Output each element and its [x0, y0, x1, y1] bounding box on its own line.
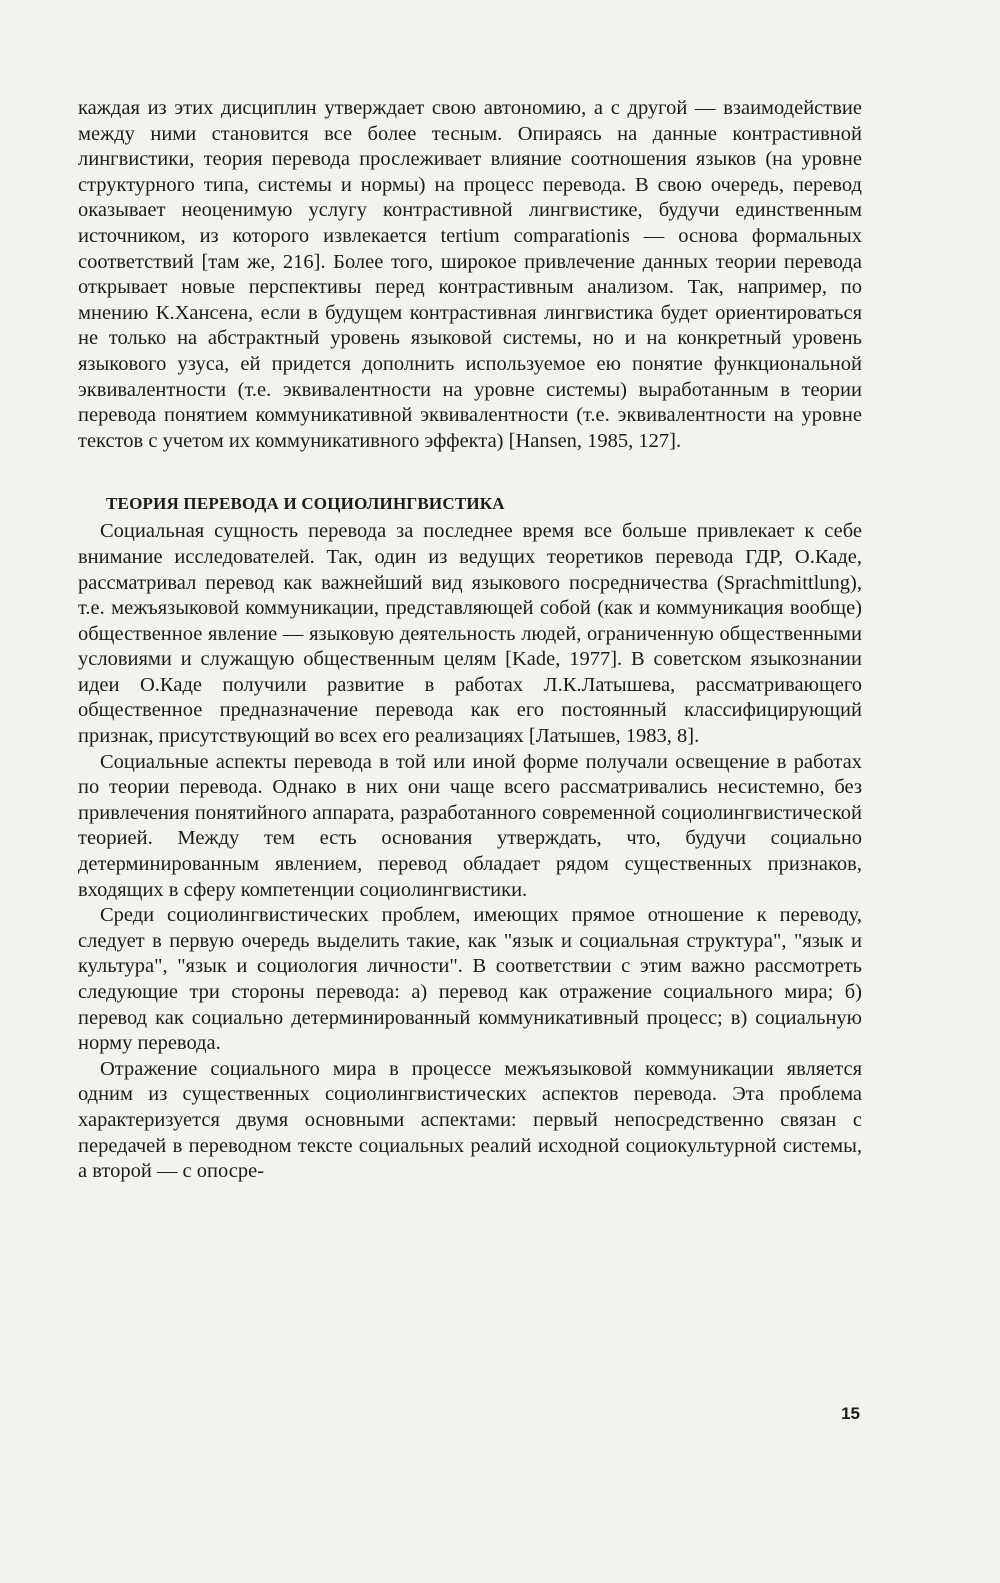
page-number: 15 — [841, 1404, 860, 1423]
paragraph-2: Социальная сущность перевода за последнее время все больше привлекает к себе внимание исследователей. Так, один из ведущих теоретиков перевода ГДР, О.Каде, рассматривал перевод как важнейший вид языкового посредничества (Sprachmittlung), т.е. межъязыковой коммуникации, представляющей собой (как и коммуникация вообще) общественное явление — языковую деятельность людей, ограниченную общественными условиями и служащую общественным целям [Kade, 1977]. В советском языкознании идеи О.Каде получили развитие в работах Л.К.Латышева, рассматривающего общественное предназначение перевода как его постоянный классифицирующий признак, присутствующий во всех его реализациях [Латышев, 1983, 8]. — [78, 520, 862, 748]
paragraph-4: Среди социолингвистических проблем, имеющих прямое отношение к переводу, следует в первую очередь выделить такие, как "язык и социальная структура", "язык и культура", "язык и социология личности". В соответствии с этим важно рассмотреть следующие три стороны перевода: а) перевод как отражение социального мира; б) перевод как социально детерминированный коммуникативный процесс; в) социальную норму перевода. — [78, 904, 862, 1055]
paragraph-3: Социальные аспекты перевода в той или иной форме получали освещение в работах по теории перевода. Однако в них они чаще всего рассматривались несистемно, без привлечения понятийного аппарата, разработанного современной социолингвистической теорией. Между тем есть основания утверждать, что, будучи социально детерминированным явлением, перевод обладает рядом существенных признаков, входящих в сферу компетенции социолингвистики. — [78, 750, 862, 901]
section-heading: ТЕОРИЯ ПЕРЕВОДА И СОЦИОЛИНГВИСТИКА — [106, 494, 505, 514]
paragraph-1: каждая из этих дисциплин утверждает свою автономию, а с другой — взаимодействие между ними становится все более тесным. Опираясь на данные контрастивной лингвистики, теория перевода прослеживает влияние соотношения языков (на уровне структурного типа, системы и нормы) на процесс перевода. В свою очередь, перевод оказывает неоценимую услугу контрастивной лингвистике, будучи единственным источником, из которого извлекается tertium comparationis — основа формальных соответствий [там же, 216]. Более того, широкое привлечение данных теории перевода открывает новые перспективы перед контрастивным анализом. Так, например, по мнению К.Хансена, если в будущем контрастивная лингвистика будет ориентироваться не только на абстрактный уровень языковой системы, но и на конкретный уровень языкового узуса, ей придется дополнить используемое ею понятие функциональной эквивалентности (т.е. эквивалентности на уровне системы) выработанным в теории перевода понятием коммуникативной эквивалентности (т.е. эквивалентности на уровне текстов с учетом их коммуникативного эффекта) [Hansen, 1985, 127]. — [78, 97, 862, 452]
page-body — [78, 96, 862, 1556]
paragraph-5: Отражение социального мира в процессе межъязыковой коммуникации является одним из существенных социолингвистических аспектов перевода. Эта проблема характеризуется двумя основными аспектами: первый непосредственно связан с передачей в переводном тексте социальных реалий исходной социокультурной системы, а второй — с опосре- — [78, 1057, 862, 1183]
